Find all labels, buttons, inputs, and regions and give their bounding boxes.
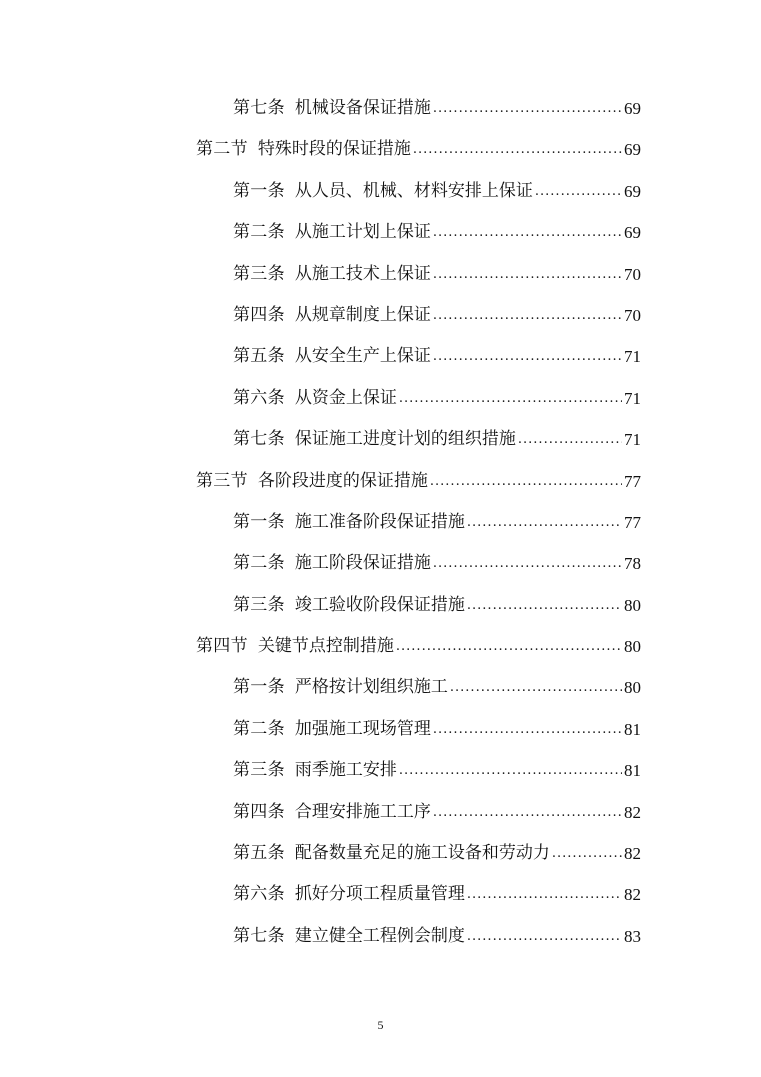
- toc-entry-number: 第一条: [233, 180, 285, 201]
- toc-entry-page: 83: [624, 926, 641, 946]
- toc-entry-number: 第一条: [233, 677, 285, 698]
- toc-entry-title: 从施工技术上保证: [294, 263, 431, 284]
- dot-leader: [467, 874, 622, 915]
- toc-entry-number: 第七条: [233, 925, 285, 946]
- toc-article-entry[interactable]: [233, 750, 641, 791]
- dot-leader: [433, 336, 622, 377]
- toc-article-entry[interactable]: [233, 254, 641, 295]
- toc-entry-page: 82: [624, 844, 641, 864]
- toc-article-entry[interactable]: [233, 419, 641, 460]
- toc-entry-title: 施工准备阶段保证措施: [294, 511, 465, 532]
- toc-entry-page: 70: [624, 305, 641, 325]
- toc-entry-page: 80: [624, 595, 641, 615]
- toc-entry-page: 80: [624, 637, 641, 657]
- toc-entry-title: 各阶段进度的保证措施: [257, 470, 428, 491]
- toc-section-entry[interactable]: [196, 626, 641, 667]
- toc-entry-title: 保证施工进度计划的组织措施: [294, 429, 516, 450]
- dot-leader: [467, 916, 622, 957]
- toc-entry-page: 69: [624, 140, 641, 160]
- toc-article-entry[interactable]: [233, 171, 641, 212]
- toc-entry-page: 71: [624, 388, 641, 408]
- toc-entry-title: 加强施工现场管理: [294, 718, 431, 739]
- toc-entry-number: 第三节: [196, 470, 248, 491]
- toc-entry-page: 77: [624, 512, 641, 532]
- dot-leader: [552, 833, 622, 874]
- toc-entry-number: 第七条: [233, 429, 285, 450]
- toc-article-entry[interactable]: [233, 916, 641, 957]
- toc-entry-number: 第四节: [196, 636, 248, 657]
- toc-article-entry[interactable]: [233, 792, 641, 833]
- toc-entry-title: 从规章制度上保证: [294, 304, 431, 325]
- toc-entry-number: 第二条: [233, 553, 285, 574]
- dot-leader: [433, 543, 622, 584]
- dot-leader: [433, 792, 622, 833]
- toc-entry-page: 69: [624, 181, 641, 201]
- dot-leader: [399, 750, 622, 791]
- toc-article-entry[interactable]: [233, 667, 641, 708]
- toc-section-entry[interactable]: [196, 461, 641, 502]
- toc-entry-title: 合理安排施工工序: [294, 801, 431, 822]
- toc-entry-title: 机械设备保证措施: [294, 98, 431, 118]
- toc-entry-title: 特殊时段的保证措施: [257, 139, 411, 160]
- toc-article-entry[interactable]: [233, 212, 641, 253]
- toc-article-entry[interactable]: [233, 295, 641, 336]
- toc-article-entry[interactable]: [233, 336, 641, 377]
- toc-entry-title: 施工阶段保证措施: [294, 553, 431, 574]
- toc-entry-number: 第六条: [233, 884, 285, 905]
- toc-entry-number: 第五条: [233, 843, 285, 864]
- toc-entry-title: 关键节点控制措施: [257, 636, 394, 657]
- toc-entry-number: 第三条: [233, 263, 285, 284]
- toc-entry-number: 第二条: [233, 222, 285, 243]
- toc-section-entry[interactable]: [196, 129, 641, 170]
- dot-leader: [467, 585, 622, 626]
- dot-leader: [433, 709, 622, 750]
- dot-leader: [450, 667, 622, 708]
- toc-entry-page: 81: [624, 761, 641, 781]
- toc-entry-page: 80: [624, 678, 641, 698]
- dot-leader: [430, 461, 622, 502]
- toc-entry-title: 从资金上保证: [294, 387, 397, 408]
- toc-entry-page: 70: [624, 264, 641, 284]
- toc-entry-page: 71: [624, 347, 641, 367]
- dot-leader: [413, 129, 622, 170]
- toc-article-entry[interactable]: [233, 709, 641, 750]
- dot-leader: [399, 378, 622, 419]
- toc-entry-number: 第一条: [233, 511, 285, 532]
- toc-entry-number: 第五条: [233, 346, 285, 367]
- toc-entry-number: 第四条: [233, 801, 285, 822]
- toc-entry-title: 从人员、机械、材料安排上保证: [294, 180, 533, 201]
- toc-entry-number: 第三条: [233, 760, 285, 781]
- toc-entry-title: 从安全生产上保证: [294, 346, 431, 367]
- toc-article-entry[interactable]: [233, 833, 641, 874]
- toc-entry-page: 78: [624, 554, 641, 574]
- toc-entry-page: 81: [624, 719, 641, 739]
- dot-leader: [433, 212, 622, 253]
- toc-entry-page: 82: [624, 885, 641, 905]
- toc-article-entry[interactable]: [233, 88, 641, 129]
- toc-article-entry[interactable]: [233, 585, 641, 626]
- table-of-contents: [0, 88, 761, 957]
- toc-entry-page: 71: [624, 430, 641, 450]
- toc-entry-title: 雨季施工安排: [294, 760, 397, 781]
- dot-leader: [396, 626, 622, 667]
- toc-entry-title: 从施工计划上保证: [294, 222, 431, 243]
- toc-entry-number: 第四条: [233, 304, 285, 325]
- toc-entry-title: 严格按计划组织施工: [294, 677, 448, 698]
- toc-entry-number: 第六条: [233, 387, 285, 408]
- toc-entry-title: 建立健全工程例会制度: [294, 925, 465, 946]
- toc-article-entry[interactable]: [233, 502, 641, 543]
- dot-leader: [518, 419, 622, 460]
- toc-entry-number: 第二条: [233, 718, 285, 739]
- toc-entry-page: 69: [624, 223, 641, 243]
- page-number: 5: [377, 1018, 384, 1032]
- toc-entry-page: 77: [624, 471, 641, 491]
- toc-article-entry[interactable]: [233, 378, 641, 419]
- dot-leader: [467, 502, 622, 543]
- dot-leader: [433, 254, 622, 295]
- toc-entry-page: 69: [624, 99, 641, 118]
- toc-entry-title: 配备数量充足的施工设备和劳动力: [294, 843, 550, 864]
- toc-entry-number: 第二节: [196, 139, 248, 160]
- dot-leader: [433, 88, 622, 129]
- toc-article-entry[interactable]: [233, 874, 641, 915]
- toc-entry-page: 82: [624, 802, 641, 822]
- dot-leader: [535, 171, 622, 212]
- toc-entry-number: 第七条: [233, 98, 285, 118]
- dot-leader: [433, 295, 622, 336]
- toc-entry-title: 抓好分项工程质量管理: [294, 884, 465, 905]
- toc-entry-number: 第三条: [233, 594, 285, 615]
- toc-article-entry[interactable]: [233, 543, 641, 584]
- toc-entry-title: 竣工验收阶段保证措施: [294, 594, 465, 615]
